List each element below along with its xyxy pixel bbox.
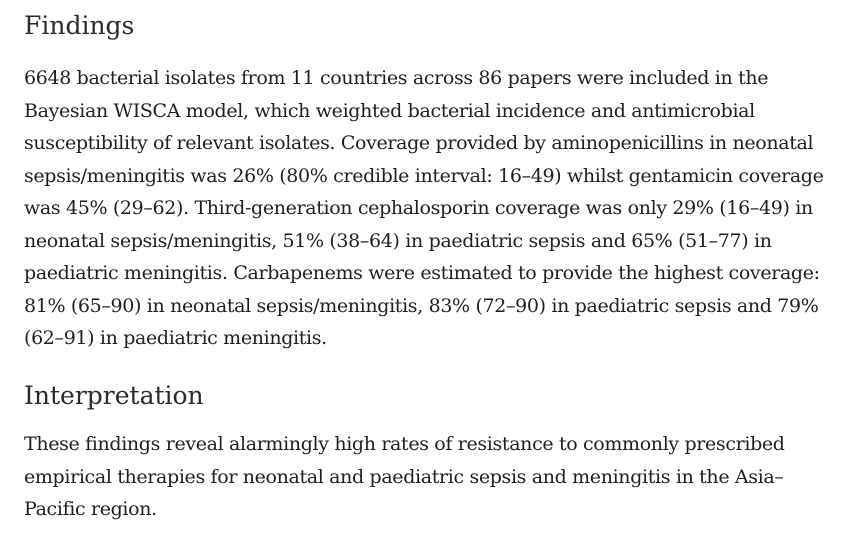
findings-heading: Findings bbox=[24, 11, 135, 40]
findings-section bbox=[24, 8, 839, 355]
interpretation-heading: Interpretation bbox=[24, 381, 204, 410]
interpretation-section bbox=[24, 378, 839, 526]
interpretation-paragraph: These findings reveal alarmingly high rates of resistance to commonly prescribed empirical therapies for neonatal and paediatric sepsis and meningitis in the Asia–Pacific region. bbox=[24, 433, 785, 520]
findings-paragraph: 6648 bacterial isolates from 11 countries across 86 papers were included in the Bayesian WISCA model, which weighted bacterial incidence and antimicrobial susceptibility of relevant isolates. Coverage provided by aminopenicillins in neonatal sepsis/meningitis was 26% (80% credible interval: 16–49) whilst gentamicin coverage was 45% (29–62). Third-generation cephalosporin coverage was only 29% (16–49) in neonatal sepsis/meningitis, 51% (38–64) in paediatric sepsis and 65% (51–77) in paediatric meningitis. Carbapenems were estimated to provide the highest coverage: 81% (65–90) in neonatal sepsis/meningitis, 83% (72–90) in paediatric sepsis and 79% (62–91) in paediatric meningitis. bbox=[24, 67, 824, 349]
